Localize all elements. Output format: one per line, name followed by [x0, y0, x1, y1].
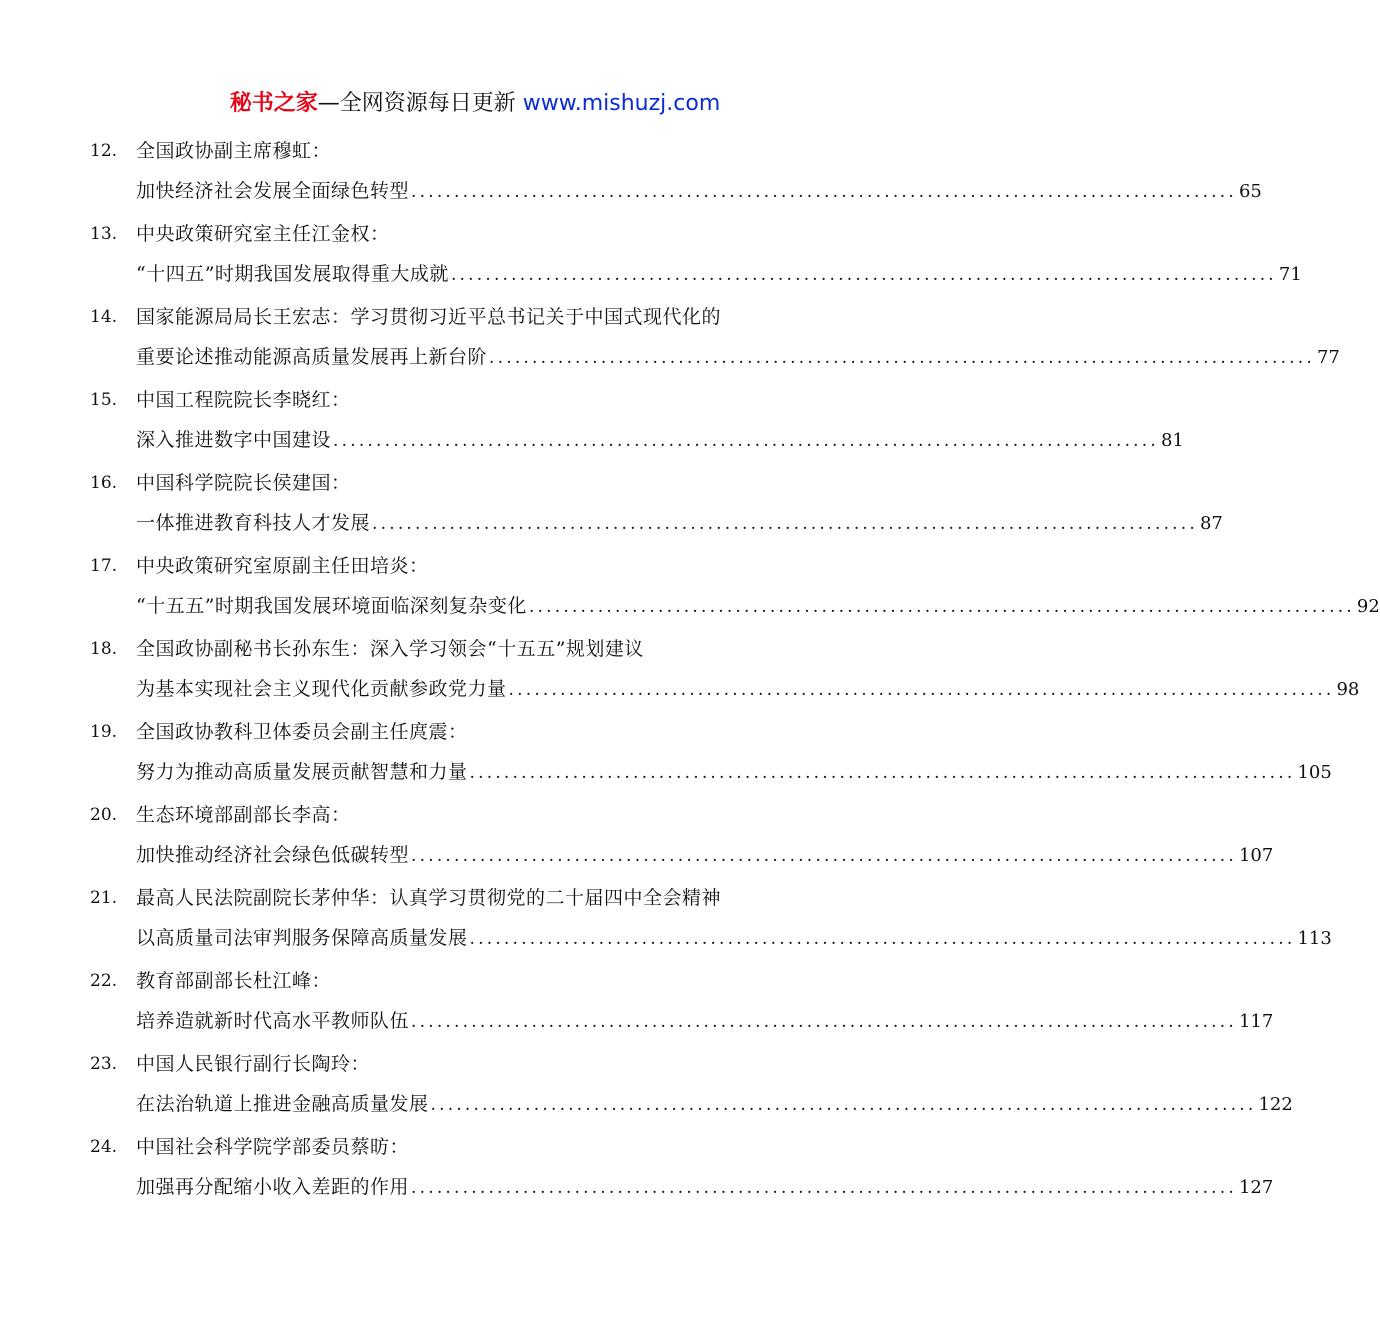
entry-author: 中央政策研究室主任江金权：: [136, 223, 390, 245]
entry-title-row: [136, 342, 1340, 372]
entry-title-row: [136, 840, 1274, 870]
entry-title: “十五五”时期我国发展环境面临深刻复杂变化: [136, 595, 527, 617]
toc-entry[interactable]: [0, 634, 1360, 717]
banner-brand: 秘书之家: [229, 91, 318, 116]
entry-number: 22.: [90, 971, 118, 991]
toc-entry[interactable]: [0, 551, 1380, 634]
entry-title-row: [136, 591, 1380, 621]
entry-title-row: [136, 674, 1360, 704]
toc-entry[interactable]: [0, 966, 1274, 1049]
toc-entry[interactable]: [0, 883, 1332, 966]
banner-tagline: 全网资源每日更新: [339, 91, 516, 116]
toc-entry[interactable]: [0, 385, 1184, 468]
toc-entry[interactable]: [0, 302, 1340, 385]
entry-page-number: 122: [1258, 1094, 1293, 1115]
dot-leader: ................................................................................................: [411, 182, 1237, 202]
dot-leader: ................................................................................................: [450, 265, 1277, 285]
banner-url-link[interactable]: www.mishuzj.com: [522, 91, 721, 116]
dot-leader: ................................................................................................: [411, 846, 1237, 866]
entry-author: 国家能源局局长王宏志：学习贯彻习近平总书记关于中国式现代化的: [136, 306, 722, 328]
toc-entry[interactable]: [0, 1049, 1293, 1132]
dot-leader: ................................................................................................: [508, 680, 1335, 700]
toc-entry[interactable]: [0, 1132, 1274, 1215]
entry-page-number: 77: [1316, 347, 1340, 368]
entry-number: 19.: [90, 722, 118, 742]
entry-number: 18.: [90, 639, 118, 659]
toc-entry[interactable]: [0, 468, 1223, 551]
entry-title-row: [136, 508, 1223, 538]
entry-number: 15.: [90, 390, 118, 410]
entry-title-row: [136, 176, 1262, 206]
dot-leader: ................................................................................................: [411, 1012, 1237, 1032]
entry-title: 加快经济社会发展全面绿色转型: [136, 180, 410, 202]
entry-title-row: [136, 425, 1184, 455]
entry-title: 为基本实现社会主义现代化贡献参政党力量: [136, 678, 507, 700]
entry-number: 16.: [90, 473, 118, 493]
entry-title: 深入推进数字中国建设: [136, 429, 332, 451]
entry-page-number: 87: [1199, 513, 1223, 534]
entry-number: 20.: [90, 805, 118, 825]
entry-title-row: [136, 923, 1332, 953]
entry-page-number: 113: [1297, 928, 1332, 949]
entry-title: 在法治轨道上推进金融高质量发展: [136, 1093, 429, 1115]
entry-page-number: 127: [1238, 1177, 1274, 1198]
entry-page-number: 71: [1278, 264, 1302, 285]
entry-title-row: [136, 757, 1332, 787]
entry-title-row: [136, 1172, 1274, 1202]
toc-entry[interactable]: [0, 800, 1274, 883]
entry-author: 全国政协副秘书长孙东生：深入学习领会“十五五”规划建议: [136, 638, 644, 660]
dot-leader: ................................................................................................: [528, 597, 1355, 617]
entry-title: 一体推进教育科技人才发展: [136, 512, 371, 534]
entry-author: 全国政协教科卫体委员会副主任庹震：: [136, 721, 468, 743]
entry-number: 24.: [90, 1137, 118, 1157]
entry-title: 重要论述推动能源高质量发展再上新台阶: [136, 346, 488, 368]
entry-title-row: [136, 1089, 1293, 1119]
entry-author: 全国政协副主席穆虹：: [136, 140, 332, 162]
entry-author: 最高人民法院副院长茅仲华：认真学习贯彻党的二十届四中全会精神: [136, 887, 722, 909]
entry-title: 以高质量司法审判服务保障高质量发展: [136, 927, 468, 949]
entry-number: 13.: [90, 224, 118, 244]
entry-page-number: 81: [1160, 430, 1184, 451]
entry-author: 中国工程院院长李晓红：: [136, 389, 351, 411]
dot-leader: ................................................................................................: [430, 1095, 1257, 1115]
entry-title: 努力为推动高质量发展贡献智慧和力量: [136, 761, 468, 783]
entry-title-row: [136, 1006, 1274, 1036]
entry-author: 中国人民银行副行长陶玲：: [136, 1053, 371, 1075]
entry-number: 14.: [90, 307, 118, 327]
entry-number: 17.: [90, 556, 118, 576]
dot-leader: ................................................................................................: [411, 1178, 1237, 1198]
dot-leader: ................................................................................................: [489, 348, 1315, 368]
entry-title: 加快推动经济社会绿色低碳转型: [136, 844, 410, 866]
entry-page-number: 65: [1238, 181, 1262, 202]
entry-page-number: 105: [1297, 762, 1332, 783]
table-of-contents: [0, 136, 1380, 1215]
entry-author: 中国科学院院长侯建国：: [136, 472, 351, 494]
entry-author: 教育部副部长杜江峰：: [136, 970, 332, 992]
dot-leader: ................................................................................................: [333, 431, 1159, 451]
dot-leader: ................................................................................................: [469, 929, 1296, 949]
entry-title-row: [136, 259, 1302, 289]
entry-title: “十四五”时期我国发展取得重大成就: [136, 263, 449, 285]
entry-page-number: 98: [1336, 679, 1360, 700]
entry-number: 21.: [90, 888, 118, 908]
entry-title: 培养造就新时代高水平教师队伍: [136, 1010, 410, 1032]
toc-entry[interactable]: [0, 136, 1262, 219]
toc-entry[interactable]: [0, 219, 1302, 302]
entry-author: 中国社会科学院学部委员蔡昉：: [136, 1136, 410, 1158]
entry-title: 加强再分配缩小收入差距的作用: [136, 1176, 410, 1198]
entry-number: 23.: [90, 1054, 118, 1074]
entry-number: 12.: [90, 141, 118, 161]
entry-page-number: 92: [1356, 596, 1380, 617]
entry-author: 中央政策研究室原副主任田培炎：: [136, 555, 429, 577]
dot-leader: ................................................................................................: [469, 763, 1296, 783]
entry-author: 生态环境部副部长李高：: [136, 804, 351, 826]
toc-entry[interactable]: [0, 717, 1332, 800]
entry-page-number: 107: [1238, 845, 1274, 866]
dot-leader: ................................................................................................: [372, 514, 1198, 534]
banner-dash: —: [317, 91, 340, 116]
site-banner: [0, 88, 950, 120]
entry-page-number: 117: [1238, 1011, 1274, 1032]
